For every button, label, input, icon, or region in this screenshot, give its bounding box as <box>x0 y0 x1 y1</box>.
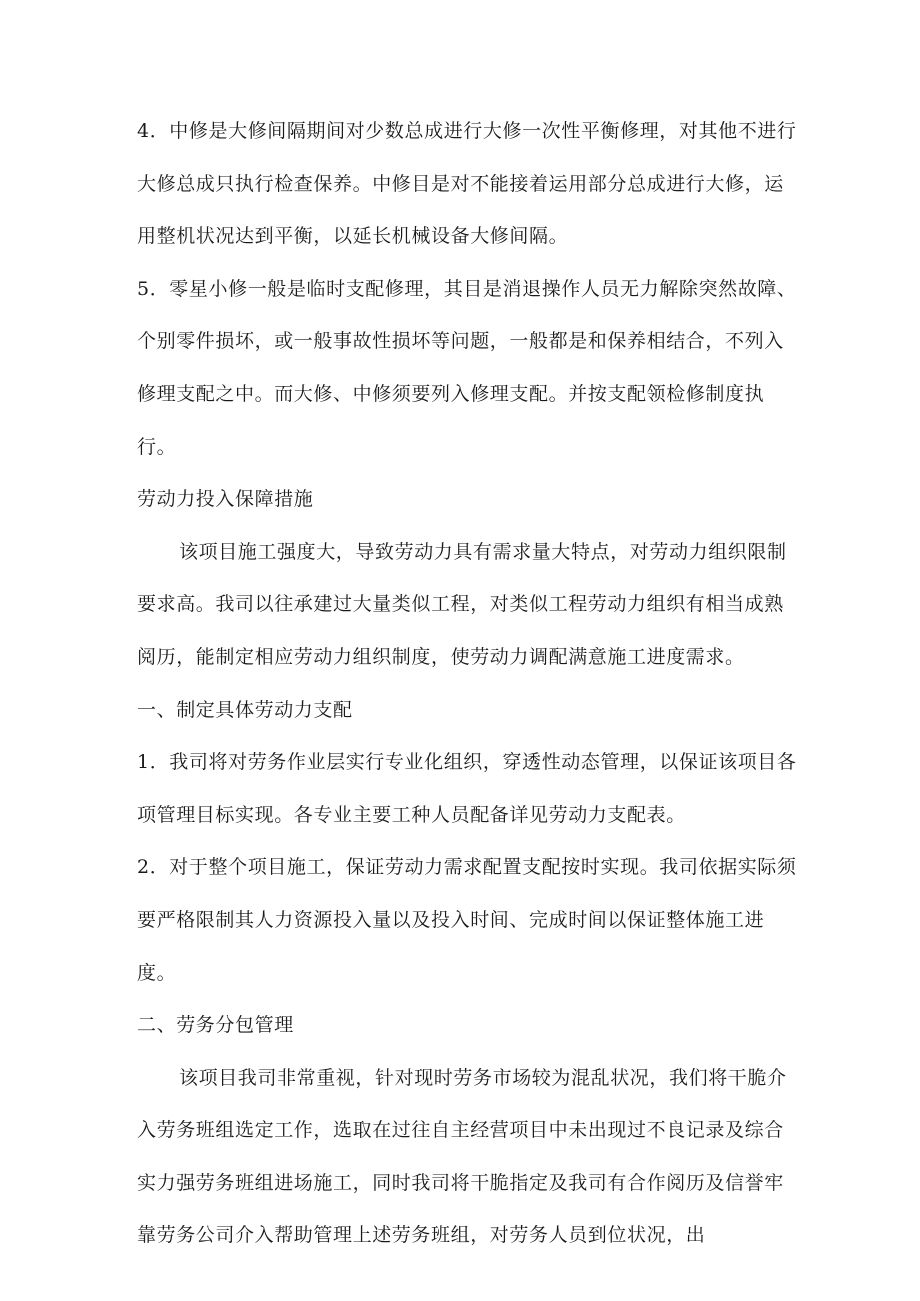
section-heading-subcontract: 二、劳务分包管理 <box>137 1014 294 1037</box>
paragraph-item-4-mid-repair: 4．中修是大修间隔期间对少数总成进行大修一次性平衡修理，对其他不进行大修总成只执行检查保养。中修目是对不能接着运用部分总成进行大修，运用整机状况达到平衡，以延长机械设备大修间隔。 <box>137 120 797 248</box>
paragraph-item-1-labor: 1．我司将对劳务作业层实行专业化组织，穿透性动态管理，以保证该项目各项管理目标实现。各专业主要工种人员配备详见劳动力支配表。 <box>137 751 797 826</box>
paragraph-labor-intro: 该项目施工强度大，导致劳动力具有需求量大特点，对劳动力组织限制要求高。我司以往承建过大量类似工程，对类似工程劳动力组织有相当成熟阅历，能制定相应劳动力组织制度，使劳动力调配满意施工进度需求。 <box>137 540 787 668</box>
paragraph-subcontract-management: 该项目我司非常重视，针对现时劳务市场较为混乱状况，我们将干脆介入劳务班组选定工作，选取在过往自主经营项目中未出现过不良记录及综合实力强劳务班组进场施工，同时我司将干脆指定及我司有合作阅历及信誉牢靠劳务公司介入帮助管理上述劳务班组，对劳务人员到位状况，出 <box>137 1066 787 1247</box>
paragraph-item-5-minor-repair: 5．零星小修一般是临时支配修理，其目是消退操作人员无力解除突然故障、个别零件损坏，或一般事故性损坏等问题，一般都是和保养相结合，不列入修理支配之中。而大修、中修须要列入修理支配。并按支配领检修制度执行。 <box>137 277 797 458</box>
section-heading-labor-input: 劳动力投入保障措施 <box>137 488 314 511</box>
paragraph-item-2-labor: 2．对于整个项目施工，保证劳动力需求配置支配按时实现。我司依据实际须要严格限制其人力资源投入量以及投入时间、完成时间以保证整体施工进度。 <box>137 856 797 984</box>
document-body <box>137 105 797 1262</box>
section-heading-labor-plan: 一、制定具体劳动力支配 <box>137 698 353 721</box>
